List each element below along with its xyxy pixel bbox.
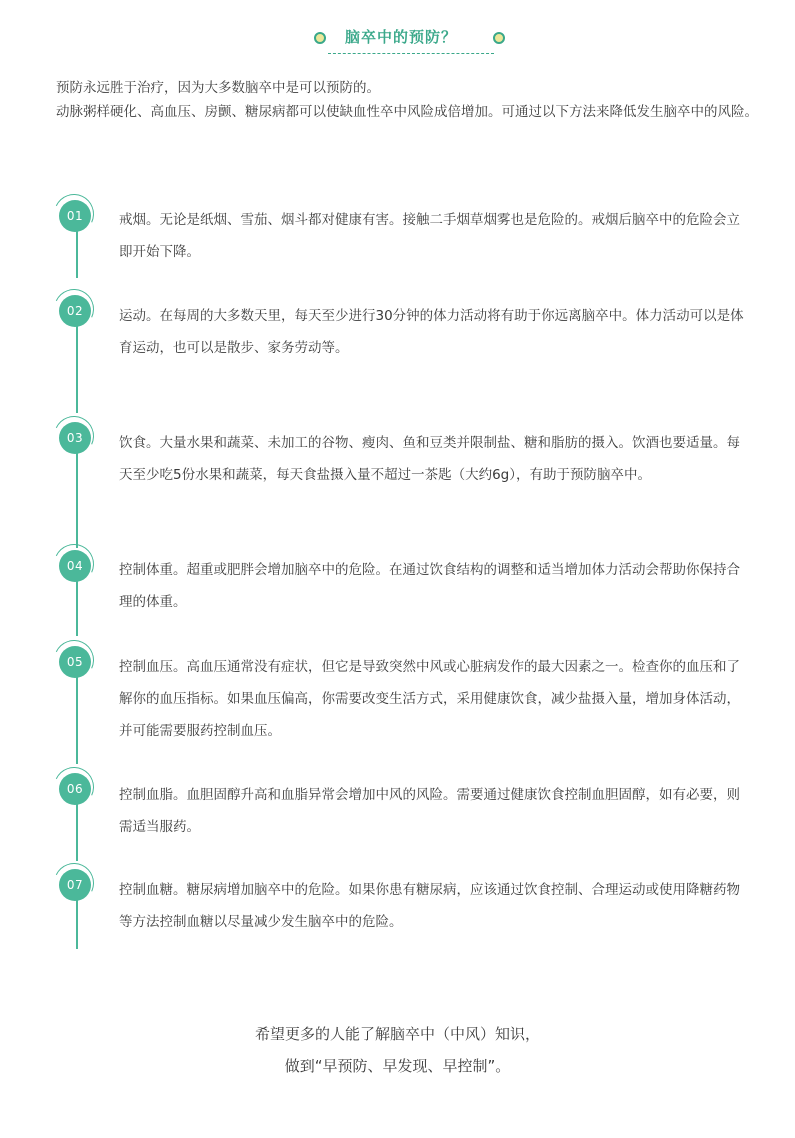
intro-paragraph xyxy=(56,76,771,124)
number-badge: 06 xyxy=(59,773,91,805)
item-text: 运动。在每周的大多数天里，每天至少进行30分钟的体力活动将有助于你远离脑卒中。体力活动可以是体育运动，也可以是散步、家务劳动等。 xyxy=(119,308,744,356)
intro-line-2: 动脉粥样硬化、高血压、房颤、糖尿病都可以使缺血性卒中风险成倍增加。可通过以下方法来降低发生脑卒中的风险。 xyxy=(56,104,758,120)
number-badge: 04 xyxy=(59,550,91,582)
item-text: 控制血糖。糖尿病增加脑卒中的危险。如果你患有糖尿病，应该通过饮食控制、合理运动或使用降糖药物等方法控制血糖以尽量减少发生脑卒中的危险。 xyxy=(119,882,740,930)
intro-line-1: 预防永远胜于治疗，因为大多数脑卒中是可以预防的。 xyxy=(56,80,380,96)
item-text: 控制血压。高血压通常没有症状，但它是导致突然中风或心脏病发作的最大因素之一。检查你的血压和了解你的血压指标。如果血压偏高，你需要改变生活方式，采用健康饮食，减少盐摄入量，增加身体活动，并可能需要服药控制血压。 xyxy=(119,659,740,739)
item-text: 饮食。大量水果和蔬菜、未加工的谷物、瘦肉、鱼和豆类并限制盐、糖和脂肪的摄入。饮酒也要适量。每天至少吃5份水果和蔬菜，每天食盐摄入量不超过一茶匙（大约6g），有助于预防脑卒中。 xyxy=(119,435,740,483)
closing-line-1: 希望更多的人能了解脑卒中（中风）知识， xyxy=(254,1025,540,1043)
section-header xyxy=(0,22,795,54)
number-badge: 01 xyxy=(59,200,91,232)
right-dot-icon xyxy=(493,32,505,44)
title-underline xyxy=(328,53,494,54)
item-text: 控制体重。超重或肥胖会增加脑卒中的危险。在通过饮食结构的调整和适当增加体力活动会帮助你保持合理的体重。 xyxy=(119,562,740,610)
item-text: 戒烟。无论是纸烟、雪茄、烟斗都对健康有害。接触二手烟草烟雾也是危险的。戒烟后脑卒中的危险会立即开始下降。 xyxy=(119,212,740,260)
number-badge: 07 xyxy=(59,869,91,901)
closing-line-2: 做到“早预防、早发现、早控制”。 xyxy=(284,1057,511,1075)
number-badge: 05 xyxy=(59,646,91,678)
closing-message xyxy=(0,1018,795,1082)
left-dot-icon xyxy=(314,32,326,44)
page-title: 脑卒中的预防？ xyxy=(345,28,458,46)
number-badge: 03 xyxy=(59,422,91,454)
item-text: 控制血脂。血胆固醇升高和血脂异常会增加中风的风险。需要通过健康饮食控制血胆固醇，如有必要，则需适当服药。 xyxy=(119,787,740,835)
number-badge: 02 xyxy=(59,295,91,327)
